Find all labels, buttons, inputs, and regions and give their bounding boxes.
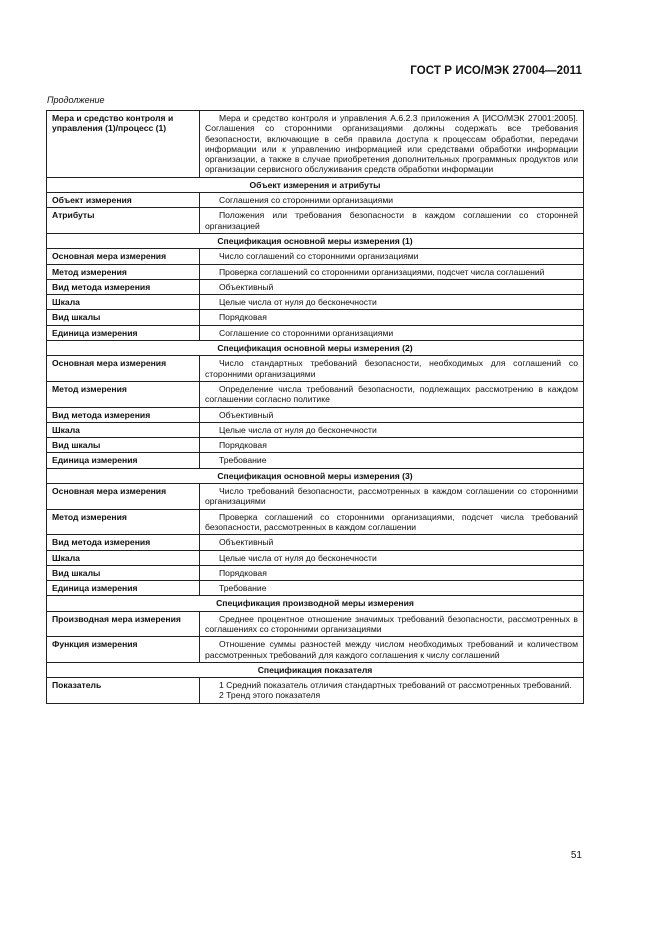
row-label: Вид шкалы [47,438,200,453]
table-row [47,295,584,310]
row-label: Единица измерения [47,325,200,340]
section-heading: Спецификация основной меры измерения (1) [47,233,584,248]
table-row [47,310,584,325]
row-label: Шкала [47,295,200,310]
section-heading-row [47,233,584,248]
row-label: Вид метода измерения [47,535,200,550]
table-row [47,422,584,437]
section-heading-row [47,662,584,677]
row-value: Порядковая [200,310,584,325]
section-heading-row [47,596,584,611]
indicator-item: 1 Средний показатель отличия стандартных требований от рассмотренных требований. [219,680,572,691]
row-value: Порядковая [200,438,584,453]
row-value: Целые числа от нуля до бесконечности [200,295,584,310]
row-label: Единица измерения [47,581,200,596]
table-row [47,637,584,663]
row-label: Единица измерения [47,453,200,468]
row-label: Функция измерения [47,637,200,663]
continuation-label: Продолжение [47,95,105,105]
row-label: Объект измерения [47,193,200,208]
row-value: Определение числа требований безопасности, подлежащих рассмотрению в каждом соглашении согласно политике [200,381,584,407]
table-row [47,279,584,294]
table-row [47,438,584,453]
table-row [47,264,584,279]
table-row [47,249,584,264]
table-row [47,356,584,382]
row-value: Целые числа от нуля до бесконечности [200,550,584,565]
row-value: Отношение суммы разностей между числом необходимых требований и количеством рассмотренных требований для каждого соглашения к числу соглашений [200,637,584,663]
table-row [47,565,584,580]
table-row [47,325,584,340]
indicator-item: 2 Тренд этого показателя [219,690,321,701]
row-value: Целые числа от нуля до бесконечности [200,422,584,437]
row-label: Атрибуты [47,208,200,234]
row-value: Проверка соглашений со сторонними организациями, подсчет числа соглашений [200,264,584,279]
row-value: Число требований безопасности, рассмотренных в каждом соглашении со сторонними организациями [200,484,584,510]
row-value: Среднее процентное отношение значимых требований безопасности, рассмотренных в соглашениях со сторонними организациями [200,611,584,637]
row-label: Мера и средство контроля и управления (1)/процесс (1) [47,111,200,178]
measurement-spec-table [46,110,584,704]
table-row [47,381,584,407]
row-value: Объективный [200,535,584,550]
section-heading: Объект измерения и атрибуты [47,177,584,192]
table-row [47,111,584,178]
row-label: Шкала [47,550,200,565]
row-label: Основная мера измерения [47,249,200,264]
section-heading: Спецификация основной меры измерения (3) [47,468,584,483]
section-heading: Спецификация производной меры измерения [47,596,584,611]
row-value: Положения или требования безопасности в каждом соглашении со сторонней организацией [200,208,584,234]
row-label: Основная мера измерения [47,356,200,382]
table-row [47,193,584,208]
row-label: Вид шкалы [47,565,200,580]
row-label: Показатель [47,678,200,704]
row-value: Мера и средство контроля и управления А.6.2.3 приложения А [ИСО/МЭК 27001:2005]. Соглашения со сторонними организациями должны содержать все требования безопасности, включающие в себя правила доступа к процессам обработки, передачи информации или к управлению информацией или средствами обработки информации организации, а также в случае приобретения дополнительных программных продуктов или организации сервисного обслуживания средств обработки информации [200,111,584,178]
table-row [47,678,584,704]
page-number: 51 [570,850,582,861]
document-header: ГОСТ Р ИСО/МЭК 27004—2011 [410,65,582,77]
table-row [47,509,584,535]
row-value [200,678,584,704]
table-row [47,581,584,596]
section-heading-row [47,468,584,483]
row-value: Объективный [200,279,584,294]
row-label: Метод измерения [47,264,200,279]
section-heading: Спецификация показателя [47,662,584,677]
row-label: Метод измерения [47,509,200,535]
row-label: Вид шкалы [47,310,200,325]
section-heading-row [47,341,584,356]
row-label: Вид метода измерения [47,279,200,294]
row-label: Основная мера измерения [47,484,200,510]
row-value: Соглашения со сторонними организациями [200,193,584,208]
row-value: Требование [200,581,584,596]
row-value: Проверка соглашений со сторонними организациями, подсчет числа требований безопасности, рассмотренных в каждом соглашении [200,509,584,535]
section-heading: Спецификация основной меры измерения (2) [47,341,584,356]
row-label: Вид метода измерения [47,407,200,422]
row-value: Число стандартных требований безопасности, необходимых для соглашений со сторонними организациями [200,356,584,382]
section-heading-row [47,177,584,192]
table-row [47,208,584,234]
row-label: Производная мера измерения [47,611,200,637]
row-label: Шкала [47,422,200,437]
row-value: Порядковая [200,565,584,580]
table-row [47,550,584,565]
row-value: Объективный [200,407,584,422]
table-row [47,535,584,550]
row-label: Метод измерения [47,381,200,407]
row-value: Требование [200,453,584,468]
row-value: Число соглашений со сторонними организациями [200,249,584,264]
table-row [47,611,584,637]
table-row [47,407,584,422]
row-value: Соглашение со сторонними организациями [200,325,584,340]
table-row [47,484,584,510]
table-row [47,453,584,468]
